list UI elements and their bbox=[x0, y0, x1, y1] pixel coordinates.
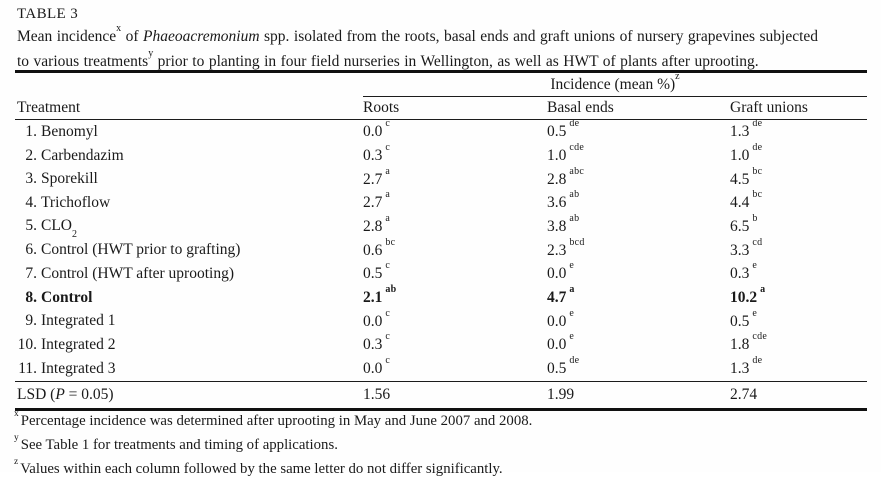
value-cell-basal-ends bbox=[547, 215, 730, 239]
treatment-name: Sporekill bbox=[41, 170, 98, 188]
incidence-table bbox=[15, 70, 867, 411]
value: 0.0 bbox=[547, 265, 567, 283]
table-row bbox=[15, 167, 867, 191]
value-cell-graft-unions bbox=[730, 307, 867, 334]
significance-letter: bc bbox=[752, 165, 763, 177]
value-cell-graft-unions bbox=[730, 286, 867, 310]
treatment-cell bbox=[15, 357, 363, 381]
value-cell-roots bbox=[363, 120, 547, 144]
value-cell-roots bbox=[363, 357, 547, 381]
value: 4.4 bbox=[730, 194, 750, 212]
treatment-name: CLO bbox=[41, 216, 72, 234]
value: 10.2 bbox=[730, 289, 758, 307]
significance-letter: c bbox=[385, 118, 391, 130]
value: 0.0 bbox=[547, 312, 567, 330]
table-row bbox=[15, 286, 867, 310]
footnotes bbox=[14, 407, 859, 479]
value-cell-graft-unions bbox=[730, 141, 867, 168]
value-cell-roots bbox=[363, 215, 547, 239]
significance-letter: ab bbox=[385, 284, 397, 296]
significance-letter: bc bbox=[752, 189, 763, 201]
significance-letter: ab bbox=[569, 213, 580, 225]
value: 3.6 bbox=[547, 194, 567, 212]
value-cell-basal-ends bbox=[547, 307, 730, 334]
row-number: 1. bbox=[25, 122, 37, 140]
footnote-superscript: z bbox=[14, 456, 19, 467]
incidence-label: Incidence (mean %) bbox=[550, 76, 676, 94]
treatment-name: Control bbox=[41, 288, 93, 306]
lsd-value-graft-unions: 2.74 bbox=[730, 381, 867, 409]
significance-letter: ab bbox=[569, 189, 580, 201]
value-cell-graft-unions bbox=[730, 215, 867, 239]
treatment-name: Integrated 2 bbox=[41, 336, 116, 354]
lsd-text: LSD ( bbox=[17, 385, 56, 403]
footnote-superscript: x bbox=[14, 409, 19, 419]
value-cell-roots bbox=[363, 286, 547, 310]
treatment-name: Carbendazim bbox=[41, 146, 124, 164]
value: 1.0 bbox=[730, 147, 750, 165]
row-number: 5. bbox=[25, 216, 37, 234]
treatment-cell bbox=[15, 191, 363, 215]
treatment-cell bbox=[15, 310, 363, 334]
significance-letter: c bbox=[385, 307, 391, 319]
row-number: 11. bbox=[18, 359, 37, 377]
significance-letter: de bbox=[752, 141, 763, 153]
significance-letter: a bbox=[569, 284, 575, 296]
significance-letter: de bbox=[569, 118, 580, 130]
row-number: 3. bbox=[25, 170, 37, 188]
significance-letter: c bbox=[385, 331, 391, 343]
table-row bbox=[15, 191, 867, 215]
footnote-z bbox=[14, 455, 859, 479]
value: 0.0 bbox=[363, 360, 383, 378]
column-header-row bbox=[15, 97, 867, 120]
significance-letter: a bbox=[385, 189, 391, 201]
value-cell-roots bbox=[363, 307, 547, 334]
value-cell-graft-unions bbox=[730, 120, 867, 144]
significance-letter: de bbox=[569, 355, 580, 367]
caption-text: prior to planting in four field nurseries in Wellington, as well as HWT of plants after uprooting. bbox=[153, 52, 759, 70]
value: 0.6 bbox=[363, 241, 383, 259]
significance-letter: c bbox=[385, 141, 391, 153]
significance-letter: cde bbox=[569, 141, 585, 153]
value-cell-graft-unions bbox=[730, 357, 867, 381]
incidence-span-header bbox=[363, 72, 867, 97]
value: 2.8 bbox=[363, 218, 383, 236]
value-cell-roots bbox=[363, 141, 547, 168]
value-cell-basal-ends bbox=[547, 357, 730, 381]
value-cell-basal-ends bbox=[547, 238, 730, 262]
row-number: 6. bbox=[25, 241, 37, 259]
table-row bbox=[15, 144, 867, 168]
value-cell-basal-ends bbox=[547, 333, 730, 357]
value-cell-roots bbox=[363, 262, 547, 286]
incidence-superscript-z: z bbox=[675, 70, 680, 82]
span-header-row bbox=[15, 72, 867, 97]
value: 2.7 bbox=[363, 170, 383, 188]
table-row bbox=[15, 120, 867, 144]
table-row bbox=[15, 310, 867, 334]
row-number: 4. bbox=[25, 193, 37, 211]
value-cell-basal-ends bbox=[547, 286, 730, 310]
value: 4.7 bbox=[547, 289, 567, 307]
treatment-cell bbox=[15, 215, 363, 239]
treatment-name: Control (HWT after uprooting) bbox=[41, 264, 234, 282]
value: 0.0 bbox=[547, 336, 567, 354]
value-cell-basal-ends bbox=[547, 141, 730, 168]
value: 0.3 bbox=[730, 265, 750, 283]
significance-letter: cde bbox=[752, 331, 768, 343]
significance-letter: b bbox=[752, 213, 758, 225]
footnote-superscript: y bbox=[14, 432, 19, 443]
significance-letter: e bbox=[569, 307, 575, 319]
treatment-cell bbox=[15, 333, 363, 357]
value-cell-graft-unions bbox=[730, 333, 867, 357]
treatment-name: Trichoflow bbox=[41, 193, 111, 211]
significance-letter: a bbox=[760, 284, 766, 296]
caption-text: to various treatments bbox=[17, 52, 149, 70]
treatment-cell bbox=[15, 238, 363, 262]
caption-superscript-y: y bbox=[148, 47, 154, 59]
value-cell-roots bbox=[363, 167, 547, 191]
value: 0.5 bbox=[363, 265, 383, 283]
treatment-name-subscript: 2 bbox=[72, 228, 77, 240]
value-cell-roots bbox=[363, 333, 547, 357]
significance-letter: abc bbox=[569, 165, 585, 177]
caption-genus-italic: Phaeoacremonium bbox=[143, 28, 260, 46]
value: 1.8 bbox=[730, 336, 750, 354]
lsd-row bbox=[15, 381, 867, 409]
significance-letter: de bbox=[752, 118, 763, 130]
row-number: 7. bbox=[25, 264, 37, 282]
footnote-y bbox=[14, 431, 859, 455]
value-cell-graft-unions bbox=[730, 167, 867, 191]
value: 6.5 bbox=[730, 218, 750, 236]
value-cell-basal-ends bbox=[547, 120, 730, 144]
treatment-cell bbox=[15, 144, 363, 168]
row-number: 10. bbox=[17, 336, 37, 354]
table-row bbox=[15, 238, 867, 262]
value-cell-graft-unions bbox=[730, 191, 867, 215]
value: 3.8 bbox=[547, 218, 567, 236]
value-cell-graft-unions bbox=[730, 262, 867, 286]
significance-letter: a bbox=[385, 165, 391, 177]
value-cell-roots bbox=[363, 191, 547, 215]
significance-letter: bc bbox=[385, 236, 396, 248]
significance-letter: e bbox=[752, 260, 758, 272]
value: 3.3 bbox=[730, 241, 750, 259]
lsd-value-basal-ends: 1.99 bbox=[547, 381, 730, 409]
table-row bbox=[15, 357, 867, 381]
significance-letter: c bbox=[385, 260, 391, 272]
footnote-text: See Table 1 for treatments and timing of applications. bbox=[20, 436, 338, 453]
significance-letter: cd bbox=[752, 236, 763, 248]
header-treatment: Treatment bbox=[15, 97, 363, 120]
header-graft-unions: Graft unions bbox=[730, 97, 867, 120]
caption-text: Mean incidence bbox=[17, 28, 117, 46]
footnote-x bbox=[14, 407, 859, 431]
value: 4.5 bbox=[730, 170, 750, 188]
table-number-title: TABLE 3 bbox=[17, 6, 79, 22]
treatment-name: Integrated 1 bbox=[41, 312, 116, 330]
treatment-cell bbox=[15, 286, 363, 310]
treatment-name: Integrated 3 bbox=[41, 359, 116, 377]
value: 1.3 bbox=[730, 123, 750, 141]
footnote-text: Percentage incidence was determined after uprooting in May and June 2007 and 2008. bbox=[20, 412, 533, 429]
value: 2.7 bbox=[363, 194, 383, 212]
value-cell-basal-ends bbox=[547, 262, 730, 286]
significance-letter: a bbox=[385, 213, 391, 225]
value-cell-graft-unions bbox=[730, 238, 867, 262]
treatment-name: Control (HWT prior to grafting) bbox=[41, 241, 241, 259]
caption-superscript-x: x bbox=[116, 23, 122, 34]
value-cell-basal-ends bbox=[547, 191, 730, 215]
significance-letter: bcd bbox=[569, 236, 585, 248]
table-row bbox=[15, 262, 867, 286]
value: 0.5 bbox=[547, 123, 567, 141]
significance-letter: e bbox=[752, 307, 758, 319]
footnote-text: Values within each column followed by the same letter do not differ significantly. bbox=[20, 460, 503, 477]
row-number: 8. bbox=[25, 288, 37, 306]
significance-letter: e bbox=[569, 331, 575, 343]
caption-line-1 bbox=[17, 23, 862, 48]
lsd-value-roots: 1.56 bbox=[363, 381, 547, 409]
empty-cell bbox=[15, 72, 363, 97]
treatment-cell bbox=[15, 262, 363, 286]
value: 2.3 bbox=[547, 241, 567, 259]
treatment-cell bbox=[15, 167, 363, 191]
value: 0.3 bbox=[363, 147, 383, 165]
table-caption bbox=[17, 23, 862, 72]
treatment-cell bbox=[15, 120, 363, 144]
table-row bbox=[15, 215, 867, 239]
caption-text: of bbox=[121, 28, 144, 46]
value: 0.0 bbox=[363, 312, 383, 330]
caption-text: spp. isolated from the roots, basal ends and graft unions of nursery grapevines subjected bbox=[259, 28, 819, 46]
significance-letter: c bbox=[385, 355, 391, 367]
caption-line-2 bbox=[17, 48, 862, 73]
row-number: 9. bbox=[25, 312, 37, 330]
lsd-label bbox=[15, 381, 363, 409]
lsd-text: = 0.05) bbox=[64, 385, 114, 403]
lsd-p-italic: P bbox=[55, 385, 65, 403]
value: 2.8 bbox=[547, 170, 567, 188]
value: 2.1 bbox=[363, 289, 383, 307]
header-basal-ends: Basal ends bbox=[547, 97, 730, 120]
value: 0.3 bbox=[363, 336, 383, 354]
treatment-name: Benomyl bbox=[41, 122, 98, 140]
value: 0.5 bbox=[547, 360, 567, 378]
value-cell-roots bbox=[363, 238, 547, 262]
value: 0.0 bbox=[363, 123, 383, 141]
value-cell-basal-ends bbox=[547, 167, 730, 191]
header-roots: Roots bbox=[363, 97, 547, 120]
row-number: 2. bbox=[25, 146, 37, 164]
value: 1.0 bbox=[547, 147, 567, 165]
significance-letter: de bbox=[752, 355, 763, 367]
value: 0.5 bbox=[730, 312, 750, 330]
table-row bbox=[15, 333, 867, 357]
significance-letter: e bbox=[569, 260, 575, 272]
value: 1.3 bbox=[730, 360, 750, 378]
